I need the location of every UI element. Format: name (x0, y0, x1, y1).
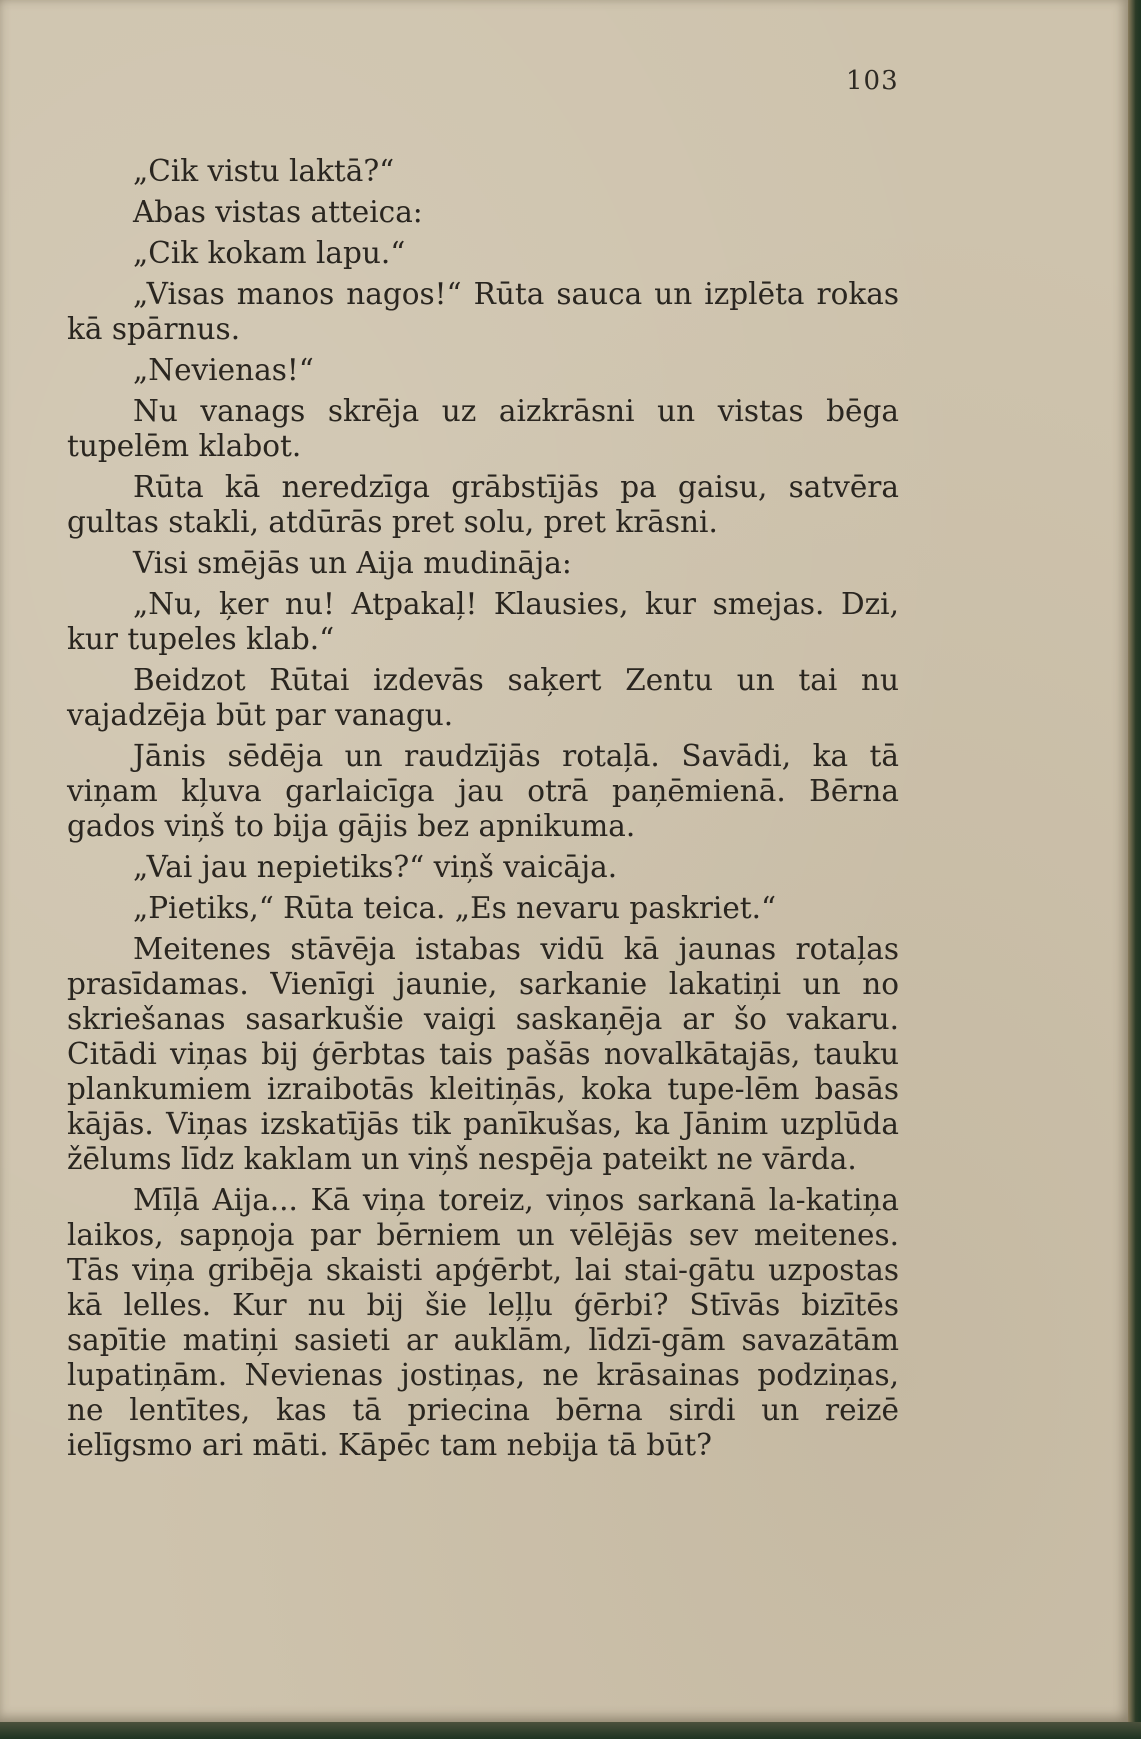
paragraph: Meitenes stāvēja istabas vidū kā jaunas rotaļas prasīdamas. Vienīgi jaunie, sarkanie lakatiņi un no skriešanas sasarkušie vaigi saskaņēja ar šo vakaru. Citādi viņas bij ģērbtas tais pašās novalkātajās, tauku plankumiem izraibotās kleitiņās, koka tupe-lēm basās kājās. Viņas izskatījās tik panīkušas, ka Jānim uzplūda žēlums līdz kaklam un viņš nespēja pateikt ne vārda. (67, 932, 899, 1176)
page-edge-bottom (0, 1722, 1141, 1739)
paragraph: Rūta kā neredzīga grābstījās pa gaisu, satvēra gultas stakli, atdūrās pret solu, pret krāsni. (67, 470, 899, 539)
page-text (67, 154, 899, 1469)
paragraph: „Vai jau nepietiks?“ viņš vaicāja. (133, 850, 618, 884)
paragraph: Mīļā Aija... Kā viņa toreiz, viņos sarkanā la-katiņa laikos, sapņoja par bērniem un vēlējās sev meitenes. Tās viņa gribēja skaisti apģērbt, lai stai-gātu uzpostas kā lelles. Kur nu bij šie leļļu ģērbi? Stīvās bizītēs sapītie matiņi sasieti ar auklām, līdzī-gām savazātām lupatiņām. Nevienas jostiņas, ne krāsainas podziņas, ne lentītes, kas tā priecina bērna sirdi un reizē ielīgsmo ari māti. Kāpēc tam nebija tā būt? (67, 1183, 899, 1462)
paragraph: Jānis sēdēja un raudzījās rotaļā. Savādi, ka tā viņam kļuva garlaicīga jau otrā paņēmienā. Bērna gados viņš to bija gājis bez apnikuma. (67, 739, 899, 843)
paragraph: „Visas manos nagos!“ Rūta sauca un izplēta rokas kā spārnus. (67, 277, 899, 346)
paragraph: Beidzot Rūtai izdevās saķert Zentu un tai nu vajadzēja būt par vanagu. (67, 663, 899, 732)
paragraph: Visi smējās un Aija mudināja: (133, 546, 572, 580)
paragraph: Abas vistas atteica: (133, 195, 423, 229)
paragraph: Nu vanags skrēja uz aizkrāsni un vistas bēga tupelēm klabot. (67, 394, 899, 463)
page-edge-right (1128, 0, 1141, 1739)
paragraph: „Nu, ķer nu! Atpakaļ! Klausies, kur smejas. Dzi, kur tupeles klab.“ (67, 587, 899, 656)
paragraph: „Nevienas!“ (133, 353, 314, 387)
paragraph: „Pietiks,“ Rūta teica. „Es nevaru paskriet.“ (133, 891, 777, 925)
paragraph: „Cik kokam lapu.“ (133, 236, 406, 270)
page-number: 103 (846, 66, 899, 96)
paragraph: „Cik vistu laktā?“ (133, 154, 395, 188)
